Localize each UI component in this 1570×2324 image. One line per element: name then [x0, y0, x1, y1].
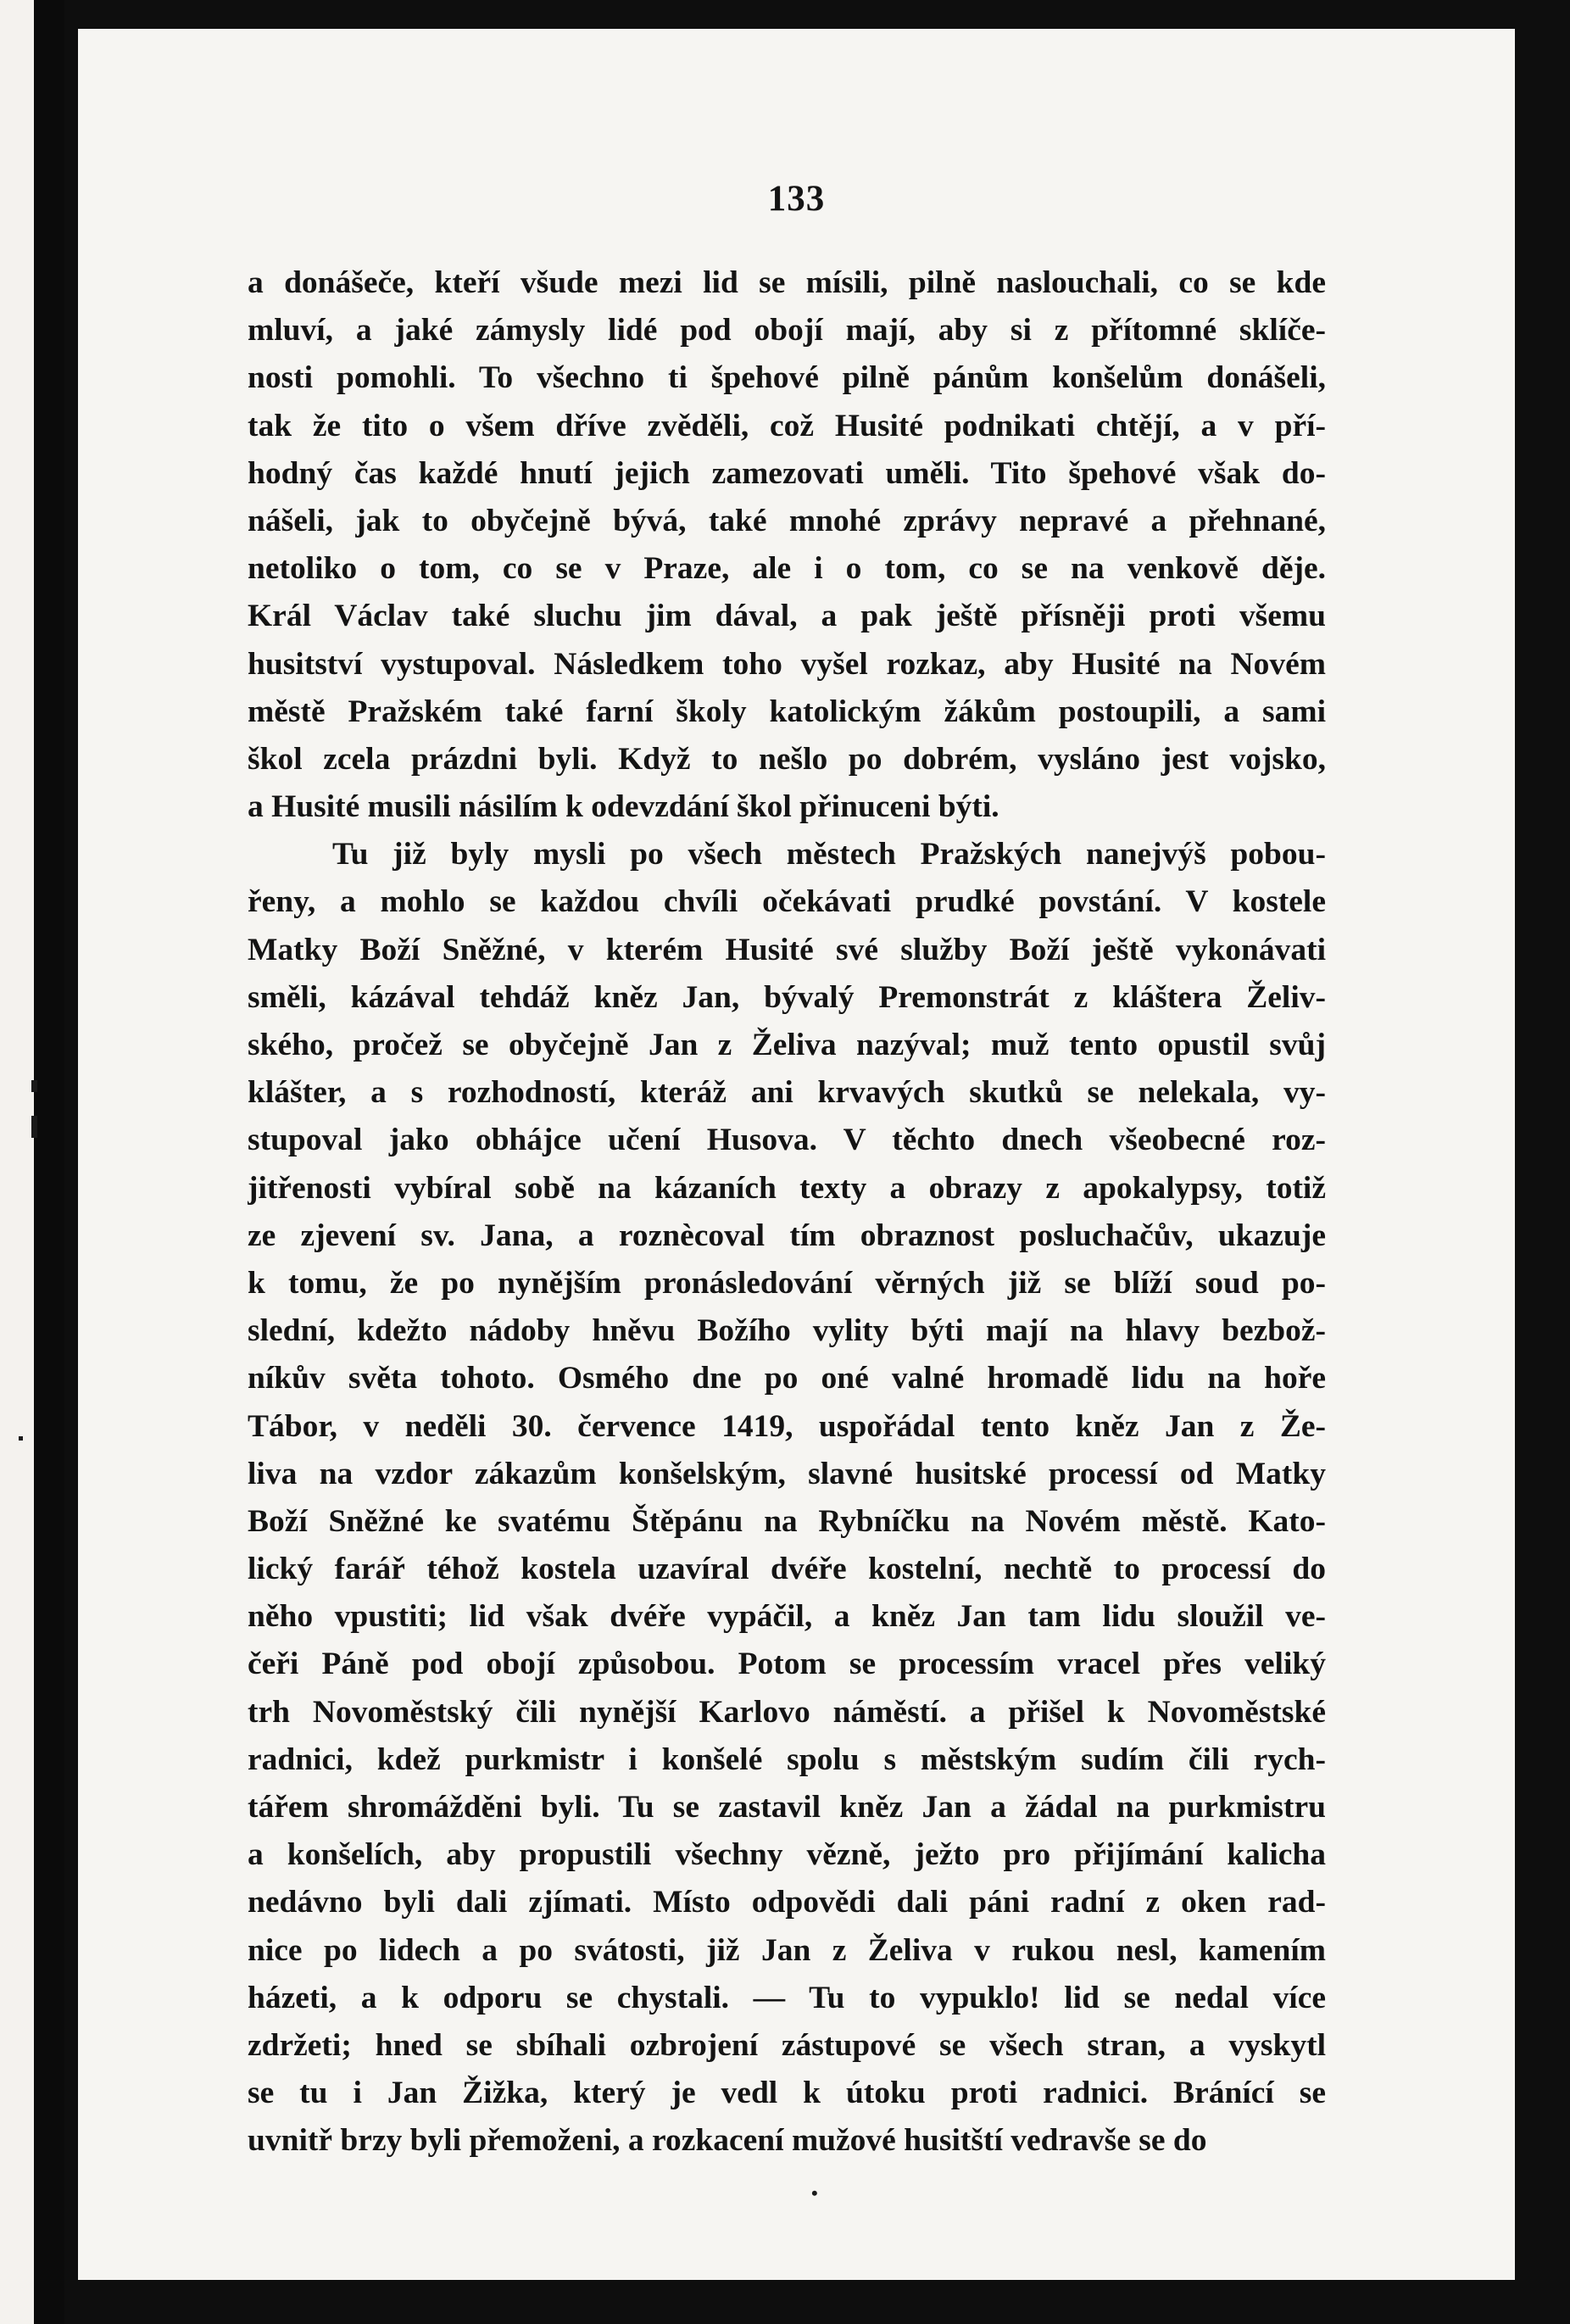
text-line: škol zcela prázdni byli. Když to nešlo po dobrém, vysláno jest vojsko, [248, 741, 1326, 777]
text-line: směli, kázával tehdáž kněz Jan, bývalý Premonstrát z kláštera Želiv- [248, 979, 1326, 1015]
text-line: stupoval jako obhájce učení Husova. V těchto dnech všeobecné roz- [248, 1123, 1326, 1158]
left-margin-strip [0, 0, 34, 2324]
text-line: házeti, a k odporu se chystali. — Tu to vypuklo! lid se nedal více [248, 1980, 1326, 2015]
text-line: Matky Boží Sněžné, v kterém Husité své služby Boží ještě vykonávati [248, 932, 1326, 967]
paragraph [248, 259, 1326, 831]
text-line: a donášeče, kteří všude mezi lid se mísili, pilně naslouchali, co se kde [248, 265, 1326, 300]
text-line: tak že tito o všem dříve zvěděli, což Husité podnikati chtějí, a v pří- [248, 408, 1326, 443]
text-line: slední, kdežto nádoby hněvu Božího vylity býti mají na hlavy bezbož- [248, 1313, 1326, 1349]
text-line: řeny, a mohlo se každou chvíli očekávati prudké povstání. V kostele [248, 884, 1326, 920]
text-line: ze zjevení sv. Jana, a roznècoval tím obraznost posluchačův, ukazuje [248, 1218, 1326, 1253]
text-line: lický farář téhož kostela uzavíral dvéře kostelní, nechtě to processí do [248, 1552, 1326, 1587]
text-line: níkův světa tohoto. Osmého dne po oné valné hromadě lidu na hoře [248, 1361, 1326, 1396]
margin-mark [31, 1116, 37, 1138]
margin-mark [31, 1080, 37, 1092]
text-line: zdržeti; hned se sbíhali ozbrojení zástupové se všech stran, a vyskytl [248, 2027, 1326, 2063]
text-line: netoliko o tom, co se v Praze, ale i o tom, co se na venkově děje. [248, 551, 1326, 587]
text-line: hodný čas každé hnutí jejich zamezovati uměli. Tito špehové však do- [248, 455, 1326, 491]
text-line: čeři Páně pod obojí způsobou. Potom se processím vracel přes veliký [248, 1647, 1326, 1682]
text-line: tářem shromážděni byli. Tu se zastavil kněz Jan a žádal na purkmistru [248, 1790, 1326, 1825]
text-line: klášter, a s rozhodností, kteráž ani krvavých skutků se nelekala, vy- [248, 1075, 1326, 1111]
text-line: městě Pražském také farní školy katolickým žákům postoupili, a sami [248, 694, 1326, 729]
text-line: k tomu, že po nynějším pronásledování věrných již se blíží soud po- [248, 1265, 1326, 1301]
page-number: 133 [767, 179, 826, 219]
text-line: ského, pročež se obyčejně Jan z Želiva nazýval; muž tento opustil svůj [248, 1028, 1326, 1062]
left-page-edge [34, 0, 64, 2324]
text-line: radnici, kdež purkmistr i konšelé spolu s městským sudím čili rych- [248, 1742, 1326, 1777]
text-line: liva na vzdor zákazům konšelským, slavné husitské processí od Matky [248, 1456, 1326, 1491]
text-line: mluví, a jaké zámysly lidé pod obojí mají, aby si z přítomné sklíče- [248, 313, 1326, 348]
text-line: nášeli, jak to obyčejně bývá, také mnohé zprávy nepravé a přehnané, [248, 503, 1326, 538]
text-line: Tábor, v neděli 30. července 1419, uspořádal tento kněz Jan z Že- [248, 1408, 1326, 1444]
book-page [78, 29, 1515, 2280]
text-line: něho vpustiti; lid však dvéře vypáčil, a kněz Jan tam lidu sloužil ve- [248, 1599, 1326, 1635]
paragraph [248, 831, 1326, 2165]
text-line: jitřenosti vybíral sobě na kázaních texty a obrazy z apokalypsy, totiž [248, 1170, 1326, 1206]
text-line: Král Václav také sluchu jim dával, a pak ještě přísněji proti všemu [248, 599, 1326, 634]
text-line: husitství vystupoval. Následkem toho vyšel rozkaz, aby Husité na Novém [248, 646, 1326, 682]
page-mark: • [811, 2182, 818, 2204]
body-text [248, 259, 1326, 2165]
text-line: se tu i Jan Žižka, který je vedl k útoku proti radnici. Bránící se [248, 2076, 1326, 2111]
text-line: uvnitř brzy byli přemoženi, a rozkacení mužové husitští vedravše se do [248, 2123, 1207, 2159]
text-line: trh Novoměstský čili nynější Karlovo náměstí. a přišel k Novoměstské [248, 1694, 1326, 1730]
text-line: nosti pomohli. To všechno ti špehové pilně pánům konšelům donášeli, [248, 360, 1326, 396]
text-line: a konšelích, aby propustili všechny vězně, ježto pro přijímání kalicha [248, 1837, 1326, 1873]
text-line: nice po lidech a po svátosti, již Jan z Želiva v rukou nesl, kamením [248, 1932, 1326, 1968]
text-line: nedávno byli dali zjímati. Místo odpovědi dali páni radní z oken rad- [248, 1885, 1326, 1920]
text-line: a Husité musili násilím k odevzdání škol přinuceni býti. [248, 789, 999, 825]
text-line: Boží Sněžné ke svatému Štěpánu na Rybníčku na Novém městě. Kato- [248, 1503, 1326, 1539]
margin-mark [19, 1436, 23, 1441]
text-line: Tu již byly mysli po všech městech Pražských nanejvýš pobou- [332, 837, 1326, 872]
